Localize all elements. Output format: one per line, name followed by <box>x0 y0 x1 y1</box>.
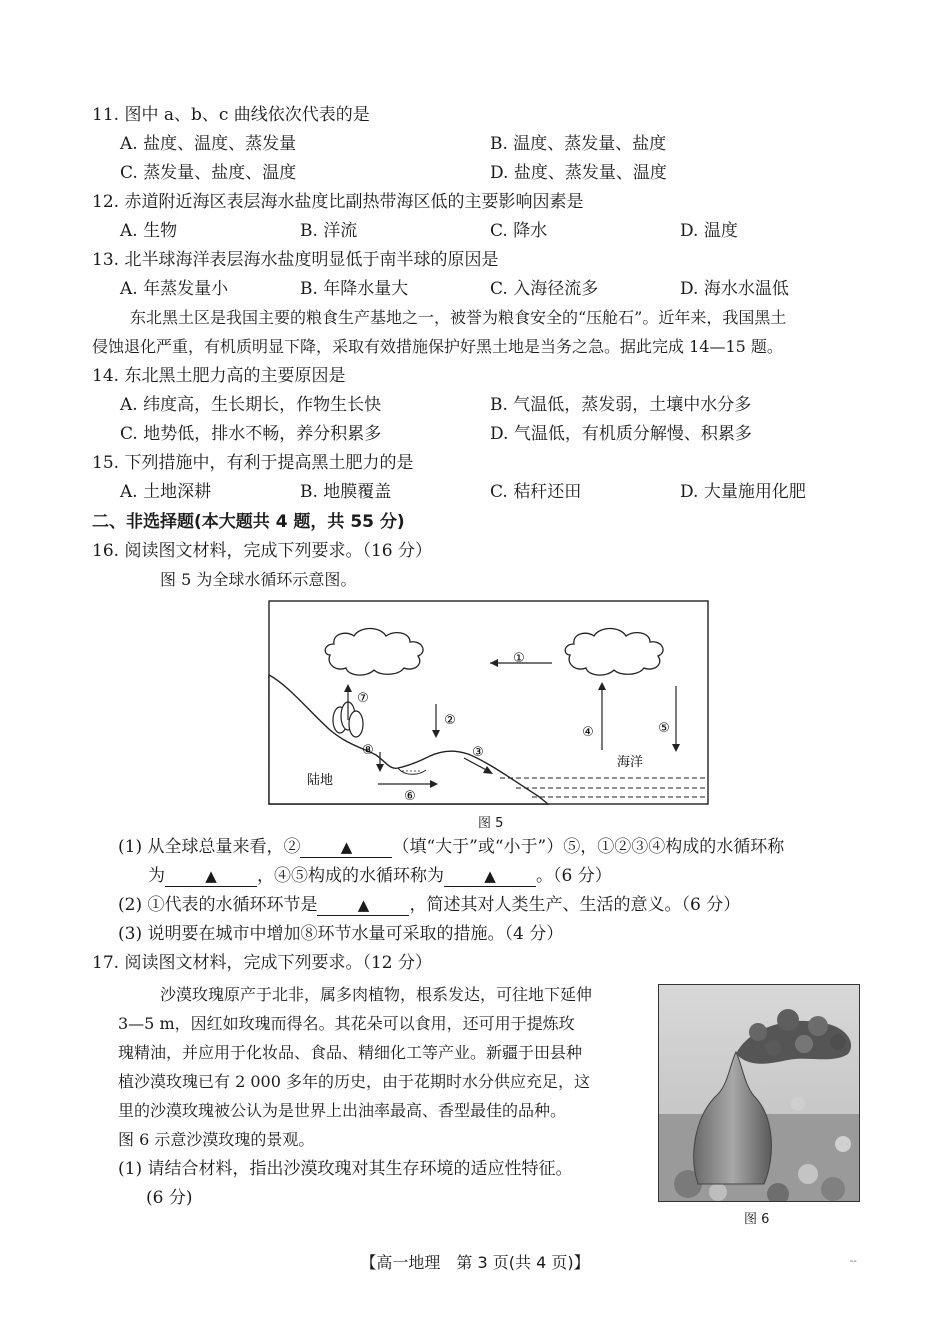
q16-p1-text-d: ，④⑤构成的水循环称为 <box>257 866 444 886</box>
q16-part1-line1 <box>118 834 784 860</box>
section-heading: 二、非选择题(本大题共 4 题，共 55 分) <box>92 512 405 532</box>
q17-text-line: 里的沙漠玫瑰被公认为是世界上出油率最高、香型最佳的品种。 <box>118 1101 567 1120</box>
q17-text-line: 植沙漠玫瑰已有 2 000 多年的历史，由于花期时水分供应充足，这 <box>118 1072 590 1091</box>
q16-intro: 图 5 为全球水循环示意图。 <box>160 570 357 589</box>
q16-part2 <box>118 892 740 918</box>
fig5-label-1: ① <box>513 651 525 666</box>
q12-option-c: C. 降水 <box>490 221 548 241</box>
q17-part1-line2: (6 分) <box>146 1188 193 1208</box>
fig5-caption: 图 5 <box>478 816 504 831</box>
q13-stem: 13. 北半球海洋表层海水盐度明显低于南半球的原因是 <box>92 250 499 270</box>
page-footer: 【高一地理 第 3 页(共 4 页)】 <box>360 1253 590 1272</box>
answer-blank[interactable] <box>444 866 536 887</box>
q12-stem: 12. 赤道附近海区表层海水盐度比副热带海区低的主要影响因素是 <box>92 192 584 212</box>
q16-p1-text-e: 。（6 分） <box>536 866 612 886</box>
desert-rose-photo <box>658 984 860 1202</box>
q11-stem: 11. 图中 a、b、c 曲线依次代表的是 <box>92 105 370 125</box>
passage-line-1: 东北黑土区是我国主要的粮食生产基地之一，被誉为粮食安全的“压舱石”。近年来，我国黑土 <box>130 308 787 327</box>
q13-option-c: C. 入海径流多 <box>490 279 599 299</box>
q14-option-c: C. 地势低，排水不畅，养分积累多 <box>120 424 382 444</box>
q11-option-c: C. 蒸发量、盐度、温度 <box>120 163 297 183</box>
q13-option-d: D. 海水水温低 <box>680 279 789 299</box>
fig5-label-6: ⑥ <box>404 789 416 804</box>
q17-text-line: 瑰精油，并应用于化妆品、食品、精细化工等产业。新疆于田县种 <box>118 1043 583 1062</box>
q16-part3: (3) 说明要在城市中增加⑧环节水量可采取的措施。（4 分） <box>118 924 564 944</box>
q16-p1-text-c: 为 <box>148 866 165 886</box>
fig5-label-4: ④ <box>582 725 594 740</box>
fig5-land-label: 陆地 <box>306 773 334 788</box>
q14-option-d: D. 气温低，有机质分解慢、积累多 <box>490 424 752 444</box>
q17-part1-line1: (1) 请结合材料，指出沙漠玫瑰对其生存环境的适应性特征。 <box>118 1159 573 1179</box>
q14-option-a: A. 纬度高，生长期长，作物生长快 <box>120 395 382 415</box>
q11-option-d: D. 盐度、蒸发量、温度 <box>490 163 667 183</box>
answer-blank[interactable] <box>300 837 392 858</box>
q13-option-a: A. 年蒸发量小 <box>120 279 229 299</box>
q16-part1-line2 <box>148 863 612 889</box>
q15-option-b: B. 地膜覆盖 <box>300 482 392 502</box>
blank-marker: ▲ <box>357 896 370 914</box>
q12-option-a: A. 生物 <box>120 221 178 241</box>
q13-option-b: B. 年降水量大 <box>300 279 409 299</box>
q15-option-d: D. 大量施用化肥 <box>680 482 806 502</box>
q15-option-c: C. 秸秆还田 <box>490 482 582 502</box>
q16-p1-text-b: （填“大于”或“小于”）⑤，①②③④构成的水循环称 <box>392 837 785 857</box>
blank-marker: ▲ <box>340 838 353 856</box>
q16-stem: 16. 阅读图文材料，完成下列要求。（16 分） <box>92 541 432 561</box>
q16-p2-text-b: ，简述其对人类生产、生活的意义。（6 分） <box>409 895 741 915</box>
footer-mark: -- <box>850 1256 857 1267</box>
q17-text-line: 3—5 m，因红如玫瑰而得名。其花朵可以食用，还可用于提炼玫 <box>118 1014 575 1033</box>
q17-text-line: 沙漠玫瑰原产于北非，属多肉植物，根系发达，可往地下延伸 <box>160 985 593 1004</box>
fig5-label-7: ⑦ <box>357 691 369 706</box>
fig5-label-3: ③ <box>472 745 484 760</box>
fig6-caption: 图 6 <box>744 1212 770 1227</box>
answer-blank[interactable] <box>165 866 257 887</box>
q17-stem: 17. 阅读图文材料，完成下列要求。（12 分） <box>92 953 432 973</box>
q16-p1-text-a: (1) 从全球总量来看，② <box>118 837 301 857</box>
blank-marker: ▲ <box>205 867 217 885</box>
fig5-label-5: ⑤ <box>658 721 670 736</box>
q11-option-b: B. 温度、蒸发量、盐度 <box>490 134 667 154</box>
q16-p2-text-a: (2) ①代表的水循环环节是 <box>118 895 318 915</box>
q15-stem: 15. 下列措施中，有利于提高黑土肥力的是 <box>92 453 414 473</box>
fig5-ocean-label: 海洋 <box>616 755 644 770</box>
answer-blank[interactable] <box>317 895 409 916</box>
q12-option-d: D. 温度 <box>680 221 738 241</box>
fig5-label-2: ② <box>444 713 456 728</box>
q11-option-a: A. 盐度、温度、蒸发量 <box>120 134 297 154</box>
blank-marker: ▲ <box>484 867 496 885</box>
passage-line-2: 侵蚀退化严重，有机质明显下降，采取有效措施保护好黑土地是当务之急。据此完成 14—15 题。 <box>92 337 783 356</box>
q15-option-a: A. 土地深耕 <box>120 482 212 502</box>
q12-option-b: B. 洋流 <box>300 221 358 241</box>
q17-text-line: 图 6 示意沙漠玫瑰的景观。 <box>118 1130 315 1149</box>
q14-option-b: B. 气温低，蒸发弱，土壤中水分多 <box>490 395 752 415</box>
q14-stem: 14. 东北黑土肥力高的主要原因是 <box>92 366 346 386</box>
water-cycle-diagram <box>268 600 710 806</box>
tree <box>349 711 363 737</box>
fig5-label-8: ⑧ <box>362 743 374 758</box>
